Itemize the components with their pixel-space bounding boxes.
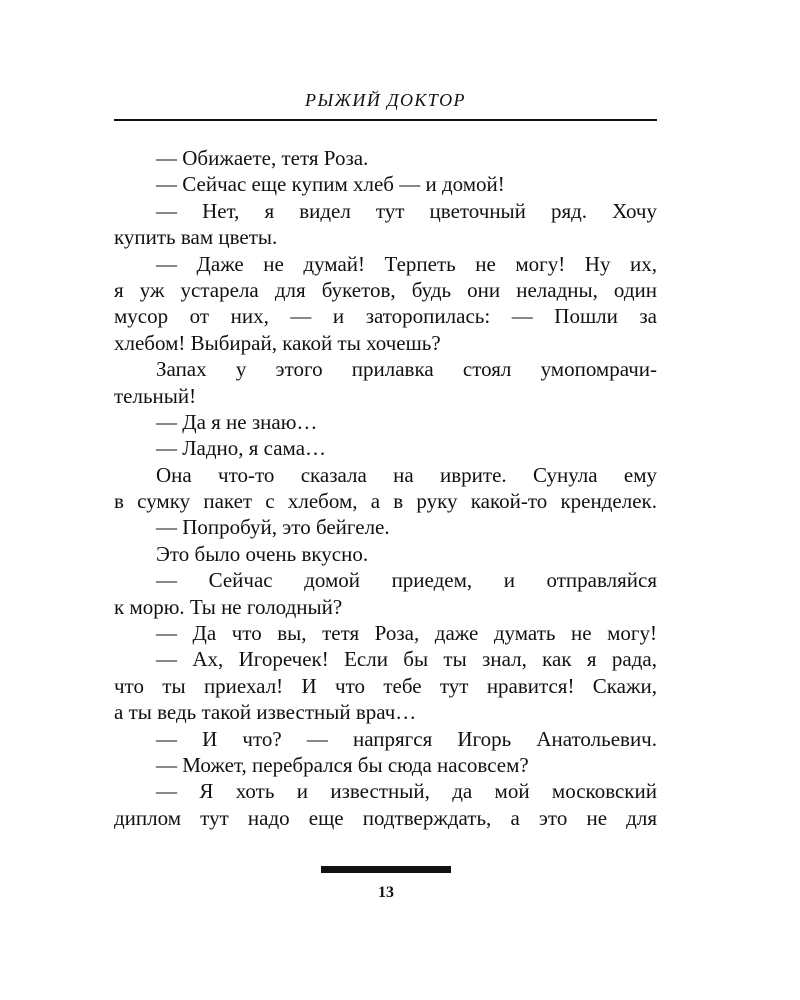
text-line: — Я хоть и известный, да мой московский (156, 779, 657, 804)
text-line: тельный! (114, 383, 197, 408)
text-line: к морю. Ты не голодный? (114, 594, 343, 619)
text-line: я уж устарела для букетов, будь они неладны, один (114, 277, 657, 302)
body-text (114, 145, 657, 831)
text-line: что ты приехал! И что тебе тут нравится! Скажи, (114, 673, 657, 698)
page-number: 13 (378, 884, 394, 901)
text-line: Она что-то сказала на иврите. Сунула ему (156, 462, 657, 487)
text-line: — Сейчас еще купим хлеб — и домой! (156, 172, 505, 197)
text-line: — Да что вы, тетя Роза, даже думать не могу! (156, 621, 657, 646)
text-line: диплом тут надо еще подтверждать, а это не для (114, 805, 657, 830)
text-line: мусор от них, — и заторопилась: — Пошли за (114, 304, 657, 329)
text-line: — Может, перебрался бы сюда насовсем? (156, 752, 529, 777)
text-line: — Ах, Игоречек! Если бы ты знал, как я рада, (156, 647, 657, 672)
text-line: — Даже не думай! Терпеть не могу! Ну их, (156, 251, 657, 276)
text-line: — Нет, я видел тут цветочный ряд. Хочу (156, 198, 657, 223)
text-line: а ты ведь такой известный врач… (114, 700, 417, 725)
text-line: — Обижаете, тетя Роза. (156, 146, 369, 170)
text-line: в сумку пакет с хлебом, а в руку какой-то кренделек. (114, 489, 657, 514)
text-line: — Сейчас домой приедем, и отправляйся (156, 568, 657, 593)
text-line: Запах у этого прилавка стоял умопомрачи- (156, 357, 657, 382)
text-line: хлебом! Выбирай, какой ты хочешь? (114, 330, 441, 355)
text-line: — Попробуй, это бейгеле. (156, 515, 390, 540)
text-line: — И что? — напрягся Игорь Анатольевич. (156, 726, 657, 751)
text-line: купить вам цветы. (114, 225, 278, 250)
running-header: РЫЖИЙ ДОКТОР (305, 90, 466, 110)
text-line: Это было очень вкусно. (156, 541, 369, 566)
text-line: — Ладно, я сама… (156, 436, 327, 461)
text-line: — Да я не знаю… (156, 409, 318, 434)
header-rule (114, 119, 657, 121)
footer-bar (321, 866, 451, 873)
